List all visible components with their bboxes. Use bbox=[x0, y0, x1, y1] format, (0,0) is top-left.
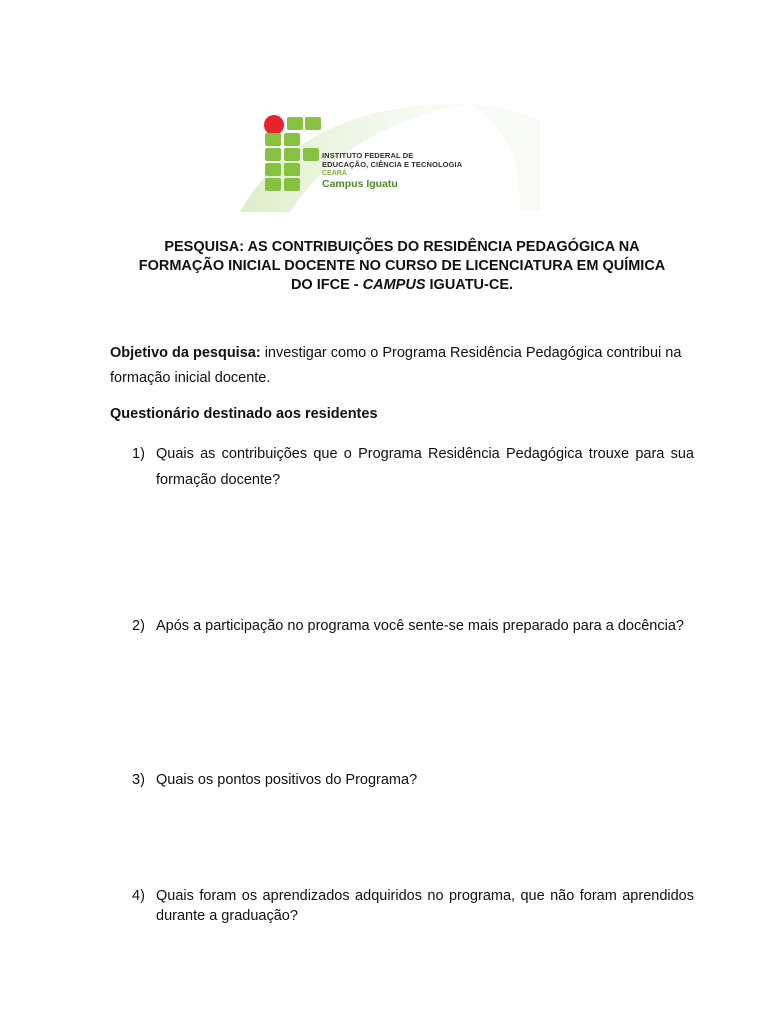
logo-line-education: EDUCAÇÃO, CIÊNCIA E TECNOLOGIA bbox=[322, 159, 463, 169]
question-text: Quais foram os aprendizados adquiridos no programa, que não foram aprendidos durante a graduação? bbox=[156, 888, 694, 924]
question-item bbox=[132, 616, 694, 636]
question-text: Após a participação no programa você sente-se mais preparado para a docência? bbox=[156, 618, 684, 634]
ifce-logo bbox=[220, 100, 550, 214]
title-line-1: PESQUISA: AS CONTRIBUIÇÕES DO RESIDÊNCIA PEDAGÓGICA NA bbox=[164, 239, 640, 255]
title-campus-italic: CAMPUS bbox=[362, 277, 426, 293]
title-line-3-suffix: IGUATU-CE. bbox=[425, 277, 514, 293]
logo-line-campus: Campus Iguatu bbox=[322, 178, 398, 190]
question-number: 2) bbox=[132, 618, 145, 634]
research-objective bbox=[110, 341, 695, 391]
question-text: Quais os pontos positivos do Programa? bbox=[156, 772, 418, 788]
questionnaire-heading: Questionário destinado aos residentes bbox=[110, 406, 378, 422]
question-item bbox=[132, 770, 694, 790]
document-title bbox=[100, 238, 704, 295]
title-line-3 bbox=[100, 276, 704, 295]
logo-line-institute: INSTITUTO FEDERAL DE bbox=[322, 151, 414, 160]
question-item bbox=[132, 886, 694, 926]
title-line-3-prefix: DO IFCE - bbox=[290, 277, 363, 293]
objective-text: investigar como o Programa Residência Pedagógica contribui na formação inicial docente. bbox=[110, 345, 682, 386]
question-number: 3) bbox=[132, 772, 145, 788]
question-item bbox=[132, 441, 694, 493]
objective-label: Objetivo da pesquisa: bbox=[110, 345, 261, 361]
logo-line-state: CEARÁ bbox=[322, 170, 347, 177]
title-line-2: FORMAÇÃO INICIAL DOCENTE NO CURSO DE LICENCIATURA EM QUÍMICA bbox=[138, 258, 666, 274]
question-text: Quais as contribuições que o Programa Residência Pedagógica trouxe para sua formação docente? bbox=[156, 446, 694, 488]
question-number: 4) bbox=[132, 888, 145, 904]
question-number: 1) bbox=[132, 446, 145, 462]
logo-wordmark bbox=[322, 152, 462, 190]
